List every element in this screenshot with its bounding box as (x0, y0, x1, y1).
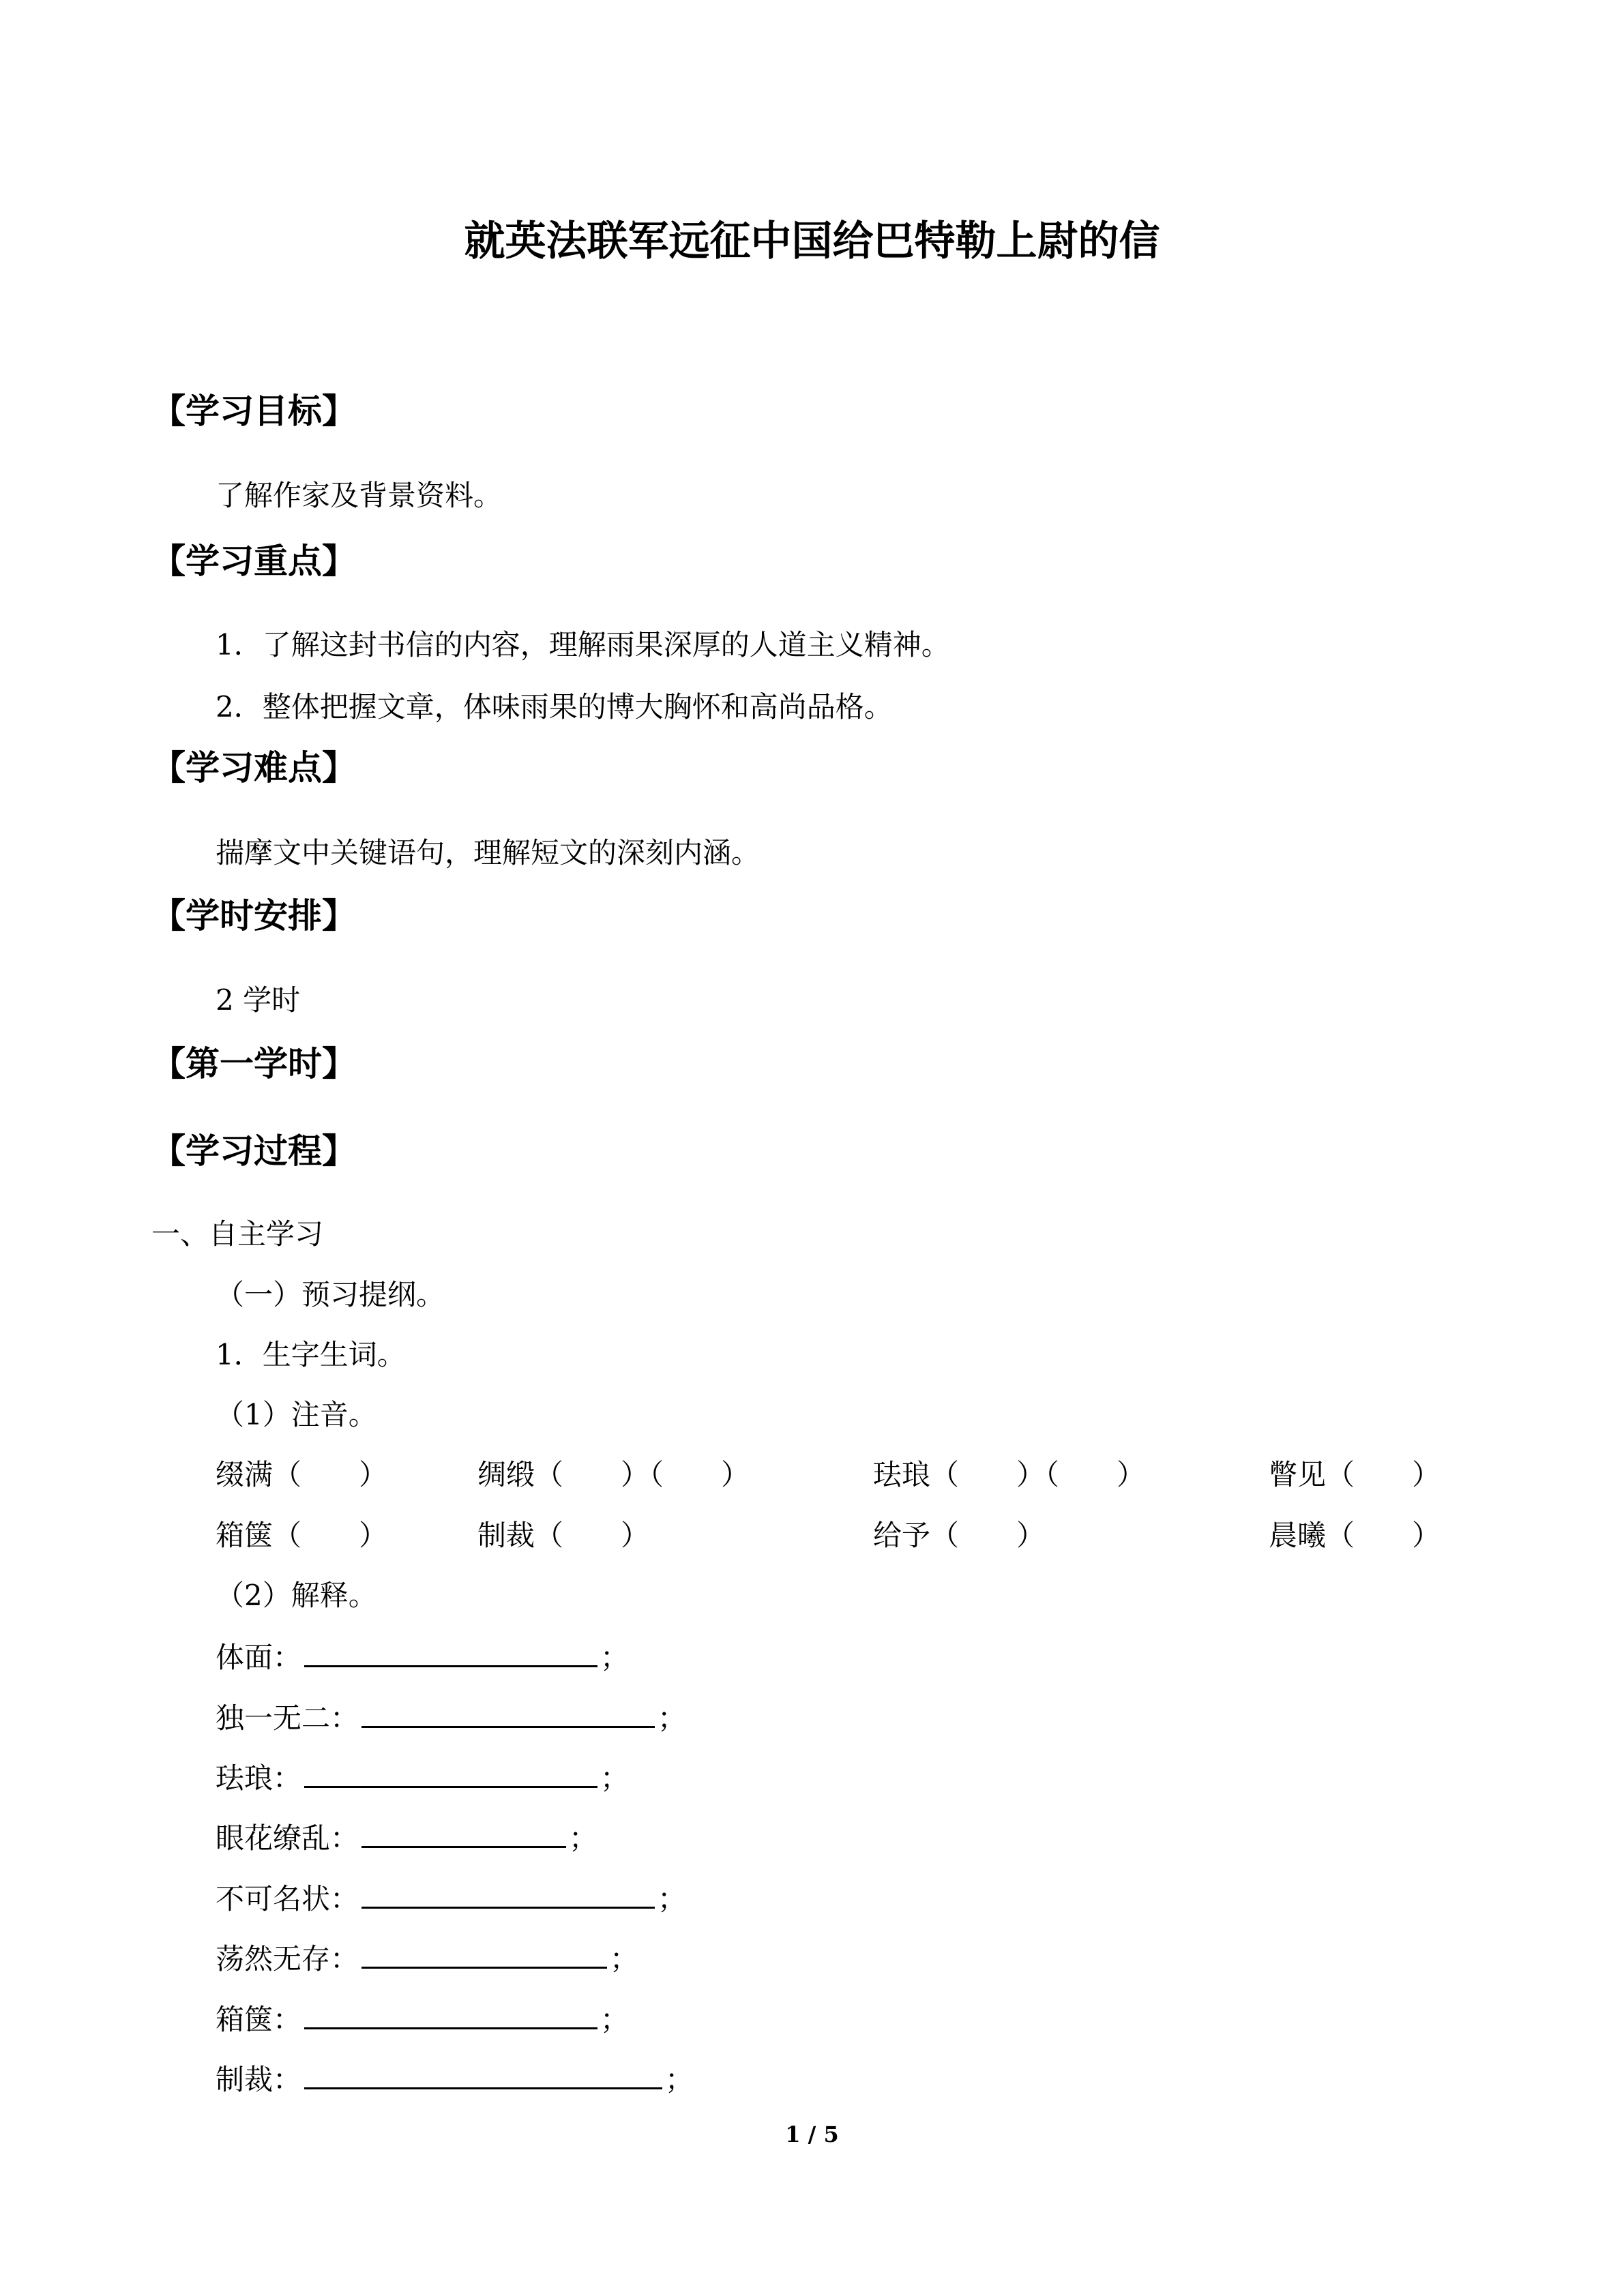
heading-objective: 【学习目标】 (151, 391, 356, 431)
explain-label: （2）解释。 (216, 1579, 377, 1612)
schedule-text: 2 学时 (216, 983, 301, 1017)
answer-blank[interactable] (361, 1877, 655, 1909)
pinyin-item: 珐琅（ ）（ ） (873, 1458, 1146, 1491)
difficulty-text: 揣摩文中关键语句，理解短文的深刻内涵。 (216, 836, 761, 869)
pinyin-item: 晨曦（ ） (1269, 1519, 1441, 1552)
definition-term: 眼花缭乱： (216, 1821, 359, 1855)
heading-schedule: 【学时安排】 (151, 896, 356, 936)
pinyin-item: 绸缎（ ）（ ） (477, 1458, 750, 1491)
answer-blank[interactable] (304, 1997, 597, 2029)
definition-term: 制裁： (216, 2063, 302, 2096)
definition-line: 珐琅： ； (216, 1756, 629, 1799)
key-point-1: 1．了解这封书信的内容，理解雨果深厚的人道主义精神。 (216, 628, 950, 661)
heading-process: 【学习过程】 (151, 1131, 356, 1171)
pinyin-item: 缀满（ ） (216, 1458, 388, 1491)
definition-term: 体面： (216, 1641, 302, 1674)
key-point-2: 2．整体把握文章，体味雨果的博大胸怀和高尚品格。 (216, 690, 893, 724)
heading-difficulty: 【学习难点】 (151, 748, 356, 788)
page-number: 1 / 5 (785, 2121, 839, 2147)
definition-line: 独一无二： ； (216, 1696, 686, 1739)
answer-blank[interactable] (361, 1696, 655, 1728)
definition-term: 箱箧： (216, 2003, 302, 2036)
heading-key-points: 【学习重点】 (151, 541, 356, 581)
definition-line: 体面： ； (216, 1635, 629, 1678)
outline-label: （一）预习提纲。 (216, 1278, 445, 1311)
pinyin-item: 制裁（ ） (477, 1519, 650, 1552)
definition-line: 眼花缭乱： ； (216, 1816, 597, 1859)
answer-blank[interactable] (304, 1635, 597, 1667)
answer-blank[interactable] (361, 1937, 607, 1969)
definition-term: 独一无二： (216, 1701, 359, 1735)
answer-blank[interactable] (361, 1816, 566, 1848)
part1-heading: 一、自主学习 (151, 1217, 324, 1251)
pinyin-item: 瞥见（ ） (1269, 1458, 1441, 1491)
definition-line: 荡然无存： ； (216, 1937, 638, 1980)
definition-line: 不可名状： ； (216, 1877, 686, 1920)
definition-line: 箱箧： ； (216, 1997, 629, 2040)
item1-label: 1．生字生词。 (216, 1338, 406, 1371)
definition-term: 珐琅： (216, 1761, 302, 1795)
definition-term: 不可名状： (216, 1882, 359, 1915)
answer-blank[interactable] (304, 1756, 597, 1788)
pinyin-item: 给予（ ） (873, 1519, 1046, 1552)
pinyin-label: （1）注音。 (216, 1398, 377, 1431)
objective-text: 了解作家及背景资料。 (216, 479, 503, 512)
definition-term: 荡然无存： (216, 1942, 359, 1976)
heading-first-period: 【第一学时】 (151, 1044, 356, 1084)
definition-line: 制裁： ； (216, 2057, 694, 2100)
pinyin-item: 箱箧（ ） (216, 1519, 388, 1552)
answer-blank[interactable] (304, 2057, 662, 2089)
page-title: 就英法联军远征中国给巴特勒上尉的信 (464, 218, 1160, 265)
